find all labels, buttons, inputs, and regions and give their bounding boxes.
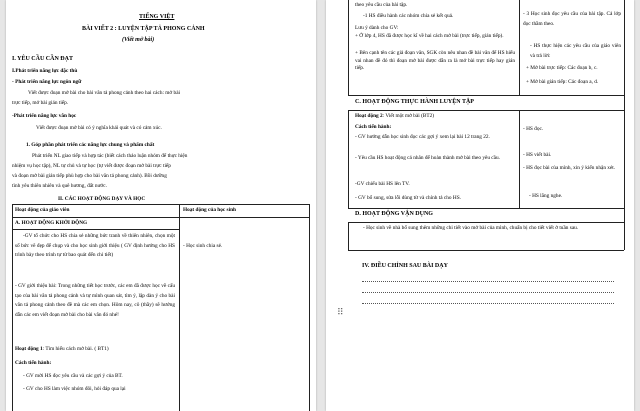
cach-tien-hanh-1: Cách tiến hành:	[15, 360, 52, 366]
text-khoi-dong: -GV tổ chức cho HS chia sẻ những bức tranh về thiên nhiên, chọn một số bức vẽ đẹp để chụp và cho học sinh giới thiệu ( GV định hướng cho HS trình bày theo trình tự từ bao quát đến chi tiết)	[15, 233, 175, 258]
subject-title: TIẾNG VIỆT	[139, 14, 175, 20]
document-page-right	[326, 0, 634, 411]
table-border-left	[12, 204, 13, 411]
table2-column-divider-b	[519, 110, 520, 208]
table2-row2-top	[348, 110, 624, 111]
table2-border-left-a	[348, 0, 349, 95]
blank-line-3	[362, 303, 614, 304]
row1-teacher-note-1: + Ở lớp 4, HS đã được học kĩ về hai cách mở bài (trực tiếp, gián tiếp).	[355, 33, 504, 39]
section-1-heading: I. YÊU CẦU CẦN ĐẠT	[12, 56, 73, 62]
table-border-top	[12, 204, 309, 205]
hd1-step-2: - GV cho HS làm việc nhóm đôi, hỏi đáp qua lại	[23, 386, 126, 392]
hd2-student-2: - HS viết bài.	[523, 152, 552, 158]
heading-khoi-dong: A. HOẠT ĐỘNG KHỞI ĐỘNG	[15, 220, 88, 226]
table-header-student: Hoạt động của học sinh	[183, 207, 236, 213]
text-gioi-thieu-bai: - GV giới thiệu bài: Trong những tiết học trước, các em đã được học về cấu tạo của bài văn tả phong cảnh và tự mình quan sát, tìm ý, lập dàn ý cho bài văn tả phong cảnh theo đề mà các em chọn. Hôm nay, cô (thầy) sẽ hướng dẫn các em viết đoạn mở bài cho bài văn đó nhé!	[15, 283, 175, 318]
text-ngon-ngu-2: trực tiếp, mở bài gián tiếp.	[12, 100, 69, 106]
student-chia-se: - Học sinh chia sẻ.	[183, 243, 223, 249]
blank-line-2	[362, 292, 614, 293]
hd2-step-1: - GV hướng dẫn học sinh đọc các gợi ý xem lại bài 12 trang 22.	[355, 134, 490, 140]
heading-van-dung: D. HOẠT ĐỘNG VẬN DỤNG	[355, 211, 433, 217]
hoat-dong-1-label: Hoạt động 1	[15, 346, 43, 352]
table2-border-left-c	[348, 222, 349, 250]
table2-border-bottom	[348, 250, 624, 251]
row1-student-line-3: + Mở bài trực tiếp: Các đoạn b, c.	[526, 65, 598, 71]
text-gop-3: và đoạn mở bài gián tiếp phù hợp cho bài văn tả phong cảnh). Bồi dưỡng	[12, 173, 167, 179]
table-header-bottom	[12, 217, 309, 218]
hd2-step-4: - GV bổ sung, sửa lỗi dùng từ và chính tả cho HS.	[355, 195, 461, 201]
hd2-student-3: - HS đọc bài của mình, xin ý kiến nhận xét.	[523, 165, 616, 171]
table2-border-right	[624, 0, 625, 250]
row1-teacher-line-2: -1 HS điều hành các nhóm chia sẻ kết quả.	[363, 13, 454, 19]
table-header-teacher: Hoạt động của giáo viên	[15, 207, 70, 213]
lesson-subtitle: (Viết mở bài)	[122, 37, 155, 43]
hd2-step-3: -GV chiếu bài HS lên TV.	[355, 181, 410, 187]
hd2-student-4: - HS lắng nghe.	[529, 193, 563, 199]
row1-student-line-2: - HS thực hiện các yêu cầu của giáo viên và trả lời:	[530, 43, 621, 59]
row1-student-line-4: + Mở bài gián tiếp: Các đoạn a, d.	[526, 79, 599, 85]
hoat-dong-1-text: : Tìm hiểu cách mở bài. ( BT1)	[42, 346, 109, 352]
drag-handle-icon[interactable]: ⠿	[337, 308, 344, 318]
section-2-heading: II. CÁC HOẠT ĐỘNG DẠY VÀ HỌC	[58, 196, 146, 202]
blank-line-1	[362, 281, 614, 282]
table-khoi-dong-underline	[12, 229, 179, 230]
table2-border-left-b	[348, 110, 349, 208]
row1-teacher-note-2: + Bên cạnh tên các giả đoạn văn, SGK còn nêu nhan đề bài văn để HS hiểu vai nhan đề đó thì đoạn mở bài được dẫn ra là mở bài trực tiếp hay gián tiếp.	[355, 50, 515, 72]
table-column-divider	[179, 204, 180, 411]
text-gop-2: nhiệm vụ học tập), NL tự chủ và tự học (tự viết được đoạn mở bài trực tiếp	[12, 163, 171, 169]
table2-column-divider-a	[519, 0, 520, 95]
table-border-right	[309, 204, 310, 411]
text-gop-1: Phát triển NL giao tiếp và hợp tác (biết cách thảo luận nhóm để thực hiện	[32, 153, 188, 159]
cach-tien-hanh-2: Cách tiến hành:	[355, 124, 392, 130]
row1-student-line-1: - 3 Học sinh đọc yêu cầu của bài tập. Cả lớp đọc thầm theo.	[523, 11, 621, 27]
table2-row3-top	[348, 222, 624, 223]
hoat-dong-2-text: : Viết một mở bài (BT2)	[382, 113, 435, 119]
heading-van-hoc: -Phát triển năng lực văn học	[12, 113, 77, 119]
hoat-dong-2-line	[355, 114, 434, 119]
hoat-dong-1-line	[15, 347, 109, 352]
document-page-left	[6, 0, 316, 411]
hoat-dong-2-label: Hoạt động 2	[355, 113, 383, 119]
text-ngon-ngu-1: Viết được đoạn mở bài cho bài văn tả phong cảnh theo hai cách: mở bài	[28, 90, 181, 96]
row1-teacher-note-title: Lưu ý dành cho GV:	[355, 25, 399, 31]
table2-row1-bottom	[348, 95, 624, 96]
heading-nl-dac-thu: I.Phát triển năng lực đặc thù	[12, 68, 78, 74]
heading-luyen-tap: C. HOẠT ĐỘNG THỰC HÀNH LUYỆN TẬP	[355, 99, 474, 105]
hd1-step-1: - GV mời HS đọc yêu cầu và các gợi ý của BT.	[23, 373, 123, 379]
text-van-hoc: Viết được đoạn mở bài có ý nghĩa khái quát và có cảm xúc.	[36, 125, 162, 131]
heading-ngon-ngu: - Phát triển năng lực ngôn ngữ	[12, 79, 82, 85]
lesson-title: BÀI VIẾT 2 : LUYỆN TẬP TẢ PHONG CẢNH	[82, 26, 205, 32]
hd2-student-1: - HS đọc.	[523, 126, 544, 132]
text-van-dung: - Học sinh về nhà bổ sung thêm những chi tiết vào mở bài của mình, chuẩn bị cho tiết viết ở tuần sau.	[363, 225, 579, 231]
heading-gop-phan: 1. Góp phần phát triển các năng lực chung và phẩm chất	[26, 142, 155, 148]
text-gop-4: tình yêu thiên nhiên và quê hương, đất nước.	[12, 183, 107, 189]
section-4-heading: IV. ĐIỀU CHỈNH SAU BÀI DẠY	[362, 263, 448, 269]
row1-teacher-line-1: theo yêu cầu của bài tập.	[355, 2, 408, 8]
hd2-step-2: - Yêu cầu HS hoạt động cá nhân để hoàn thành mở bài theo yêu cầu.	[355, 155, 500, 161]
table2-row2-bottom	[348, 208, 624, 209]
